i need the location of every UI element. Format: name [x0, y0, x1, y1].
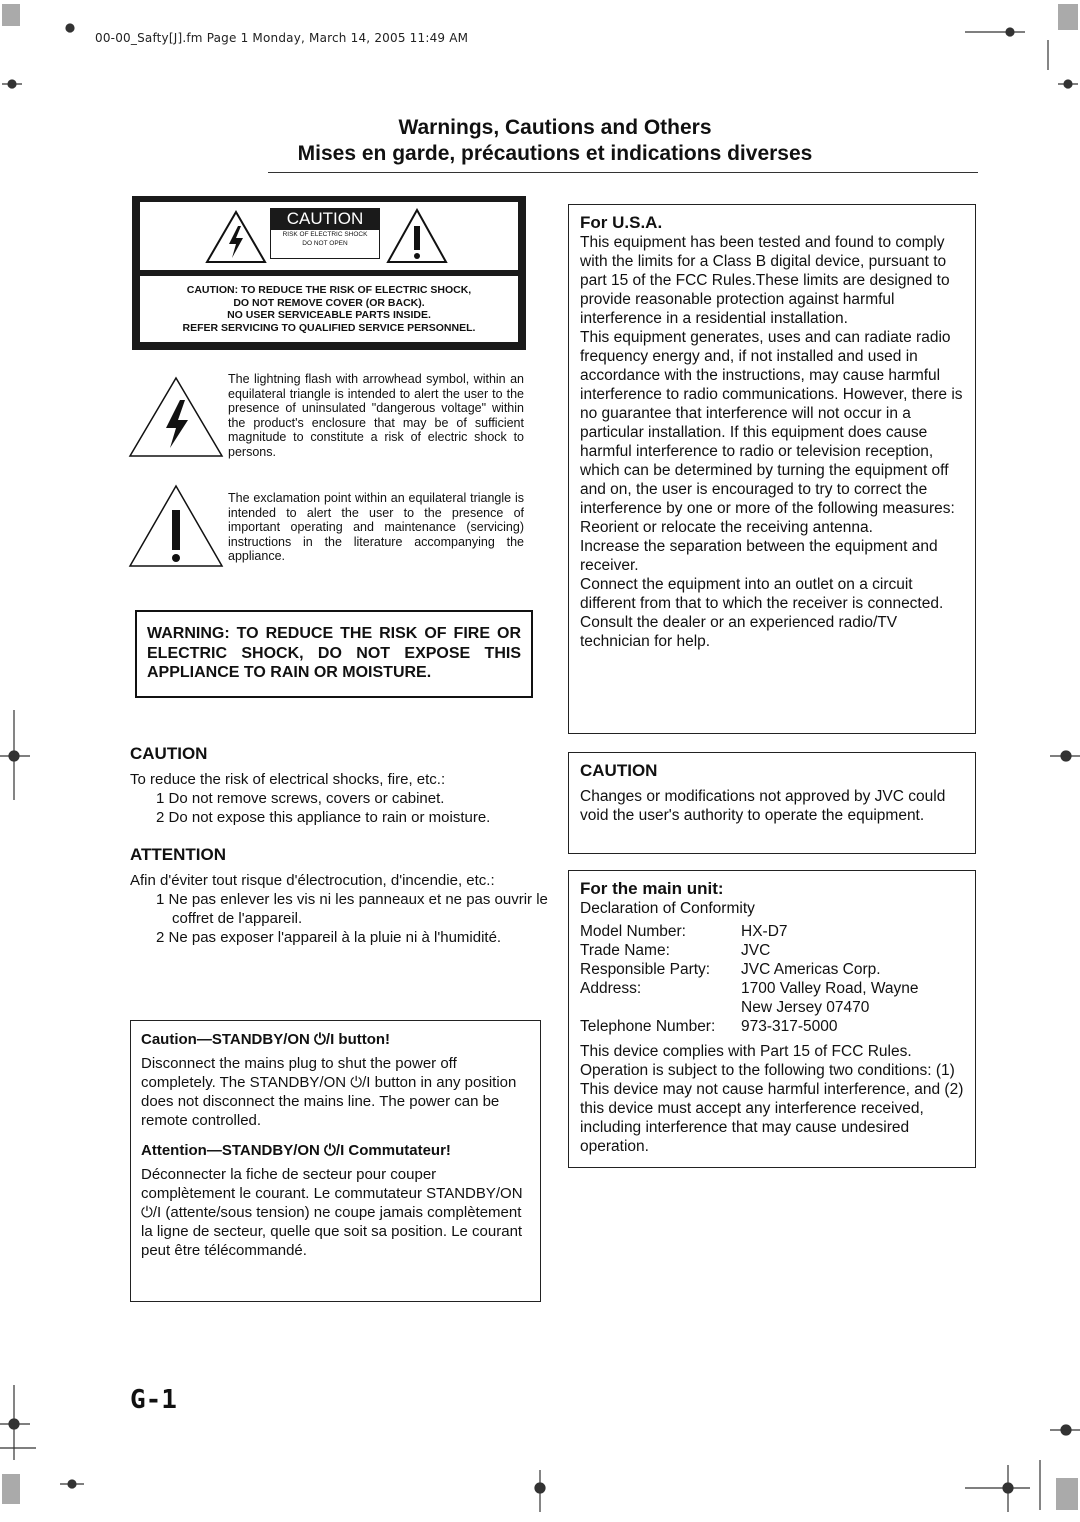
conformity-row: Responsible Party: JVC Americas Corp. [580, 961, 881, 978]
caution-item-2: 2 Do not expose this appliance to rain or moisture. [156, 809, 491, 826]
standby-fr-title: Attention—STANDBY/ON ⏻/I Commutateur! [141, 1142, 451, 1159]
warning-box: WARNING: TO REDUCE THE RISK OF FIRE OR ELECTRIC SHOCK, DO NOT EXPOSE THIS APPLIANCE TO RAIN OR MOISTURE. [135, 610, 533, 698]
standby-fr-body: Déconnecter la fiche de secteur pour couper complètement le courant. Le commutateur STANDBY/ON ⏻/I (attente/sous tension) ne coupe jamais complètement la ligne de secteur, quelle que soit sa position. Le courant peut être télécommandé. [141, 1166, 523, 1259]
conformity-row: Address: 1700 Valley Road, Wayne [580, 980, 919, 997]
caution-badge-line2: DO NOT OPEN [302, 240, 348, 247]
exclamation-symbol-text: The exclamation point within an equilateral triangle is intended to alert the user to the presence of important operating and maintenance (servicing) instructions in the literature accompanying the appliance. [228, 491, 524, 563]
caution-box-2-title: CAUTION [580, 761, 658, 780]
usa-para-2: This equipment generates, uses and can radiate radio frequency energy and, if not installed and used in accordance with the instructions, may cause harmful interference to radio communications. However, there is no guarantee that interference will not occur in a particular installation. If this equipment does cause harmful interference to radio or television reception, which can be determined by turning the equipment off and on, the user is encouraged to try to correct the interference by one or more of the following measures: [580, 329, 963, 517]
page-number: G-1 [130, 1385, 177, 1415]
caution-section [130, 744, 550, 827]
usa-para-1: This equipment has been tested and found to comply with the limits for a Class B digital device, pursuant to part 15 of the FCC Rules.These limits are designed to provide reasonable protection against harmful interference in a residential installation. [580, 234, 950, 327]
caution-box-2 [568, 752, 976, 854]
conformity-row: New Jersey 07470 [741, 999, 870, 1016]
caution-label-line2: DO NOT REMOVE COVER (OR BACK). [233, 296, 425, 309]
file-header: 00-00_Safty[J].fm Page 1 Monday, March 14, 2005 11:49 AM [95, 31, 469, 45]
caution-heading: CAUTION [130, 744, 208, 763]
caution-item-1: 1 Do not remove screws, covers or cabinet. [156, 790, 445, 807]
lightning-symbol-text: The lightning flash with arrowhead symbol, within an equilateral triangle is intended to alert the user to the presence of uninsulated "dangerous voltage" within the product's enclosure that may be of sufficient magnitude to constitute a risk of electric shock to persons. [228, 372, 524, 459]
lightning-symbol-icon [128, 376, 224, 458]
page-title-fr: Mises en garde, précautions et indications diverses [297, 142, 813, 165]
standby-en-title: Caution—STANDBY/ON ⏻/I button! [141, 1031, 391, 1048]
usa-box [568, 204, 976, 734]
main-unit-subtitle: Declaration of Conformity [580, 900, 755, 917]
caution-label-line1: CAUTION: TO REDUCE THE RISK OF ELECTRIC SHOCK, [186, 284, 472, 296]
conformity-row: Telephone Number: 973-317-5000 [580, 1018, 838, 1035]
caution-box-2-body: Changes or modifications not approved by JVC could void the user's authority to operate the equipment. [580, 788, 946, 824]
title-rule [268, 172, 978, 173]
standby-en-body: Disconnect the mains plug to shut the power off completely. The STANDBY/ON ⏻/I button in any position does not disconnect the mains line. The power can be remote controlled. [141, 1055, 517, 1129]
caution-label-line4: REFER SERVICING TO QUALIFIED SERVICE PERSONNEL. [182, 321, 476, 334]
caution-badge [270, 208, 380, 260]
caution-label-text [140, 276, 518, 342]
usa-para-4: Increase the separation between the equipment and receiver. [580, 538, 938, 574]
caution-intro: To reduce the risk of electrical shocks, fire, etc.: [130, 771, 446, 788]
caution-badge-title: CAUTION [270, 208, 380, 230]
usa-para-6: Consult the dealer or an experienced radio/TV technician for help. [580, 614, 898, 650]
caution-badge-line1: RISK OF ELECTRIC SHOCK [282, 231, 368, 238]
attention-section [130, 845, 550, 947]
usa-para-3: Reorient or relocate the receiving antenna. [580, 519, 873, 536]
lightning-triangle-icon [205, 210, 267, 264]
caution-label-line3: NO USER SERVICEABLE PARTS INSIDE. [227, 309, 431, 321]
page-title-en: Warnings, Cautions and Others [398, 116, 712, 139]
attention-item-1: 1 Ne pas enlever les vis ni les panneaux et ne pas ouvrir le coffret de l'appareil. [156, 891, 548, 927]
standby-box [130, 1020, 541, 1302]
main-unit-title: For the main unit: [580, 879, 724, 898]
usa-para-5: Connect the equipment into an outlet on a circuit different from that to which the receiver is connected. [580, 576, 944, 612]
conformity-table [580, 922, 964, 1036]
attention-intro: Afin d'éviter tout risque d'électrocution, d'incendie, etc.: [130, 872, 495, 889]
conformity-row: Trade Name: JVC [580, 942, 771, 959]
compliance-text: This device complies with Part 15 of FCC Rules. Operation is subject to the following two conditions: (1) This device may not cause harmful interference, and (2) this device must accept any interference received, including interference that may cause undesired operation. [580, 1043, 964, 1155]
exclamation-triangle-icon [386, 208, 448, 264]
conformity-row: Model Number: HX-D7 [580, 923, 788, 940]
exclamation-symbol-icon [128, 484, 224, 568]
attention-heading: ATTENTION [130, 845, 227, 864]
attention-item-2: 2 Ne pas exposer l'appareil à la pluie ni à l'humidité. [156, 929, 502, 946]
usa-title: For U.S.A. [580, 213, 663, 232]
main-unit-box [568, 870, 976, 1168]
